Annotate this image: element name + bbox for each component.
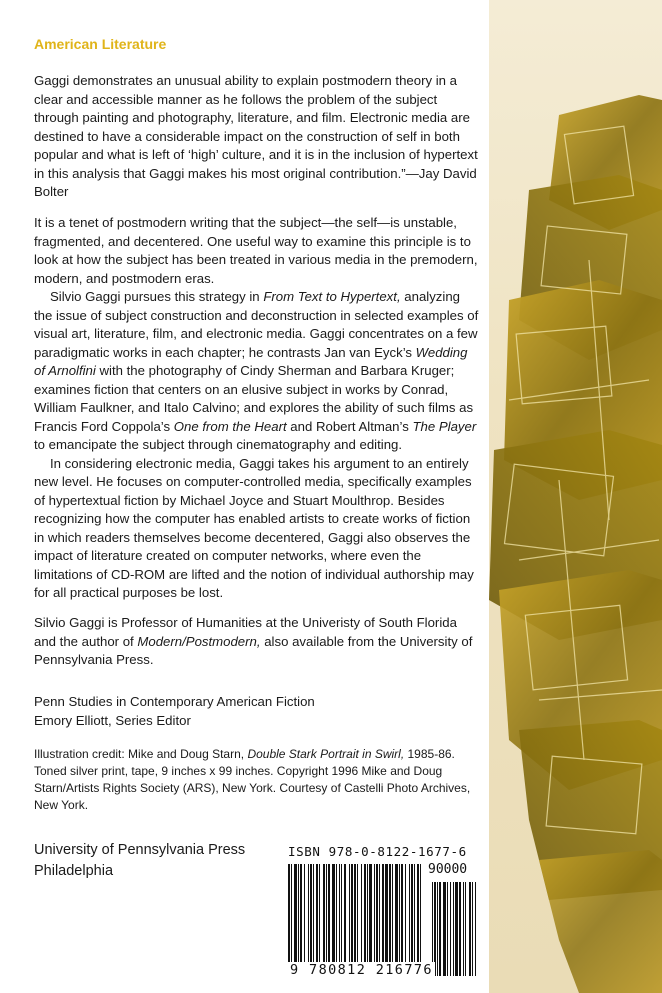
credit-text xyxy=(34,746,474,814)
text-run: and Robert Altman’s xyxy=(286,418,413,434)
barcode xyxy=(284,862,478,978)
text-run: Illustration credit: Mike and Doug Starn, xyxy=(34,747,248,761)
publisher-name: University of Pennsylvania Press xyxy=(34,842,246,858)
description-paragraph-2 xyxy=(34,288,479,455)
text-run: analyzing the issue of subject construction and deconstruction in selected examples of visual art, literature, film, and electronic media. Gaggi concentrates on a few paradigmatic works in each chapter; he contrasts Jan van Eyck’s xyxy=(34,289,479,360)
artwork-title: Wedding of Arnolfini xyxy=(34,344,468,378)
endorsement-quote xyxy=(34,72,479,202)
blurb-text: Gaggi demonstrates an unusual ability to explain postmodern theory in a clear and accessible manner as he follows the problem of the subject through painting and photography, literature, and film. Electronic media are destined to have a considerable impact on the construction of self in both popular and what is left of ‘high’ culture, and it is in the inclusion of hypertext in this analysis that Gaggi makes his most original contribution.”—Jay David Bolter xyxy=(34,73,478,199)
text-run: to emancipate the subject through cinematography and editing. xyxy=(34,437,403,452)
cover-artwork xyxy=(489,0,662,993)
artwork-title: Double Stark Portrait in Swirl, xyxy=(247,747,405,761)
book-description xyxy=(34,214,479,603)
series-info xyxy=(34,693,479,730)
publisher-city: Philadelphia xyxy=(34,863,114,879)
text-run: Silvio Gaggi is Professor of Humanities at the Univeristy of South Florida and the author of xyxy=(34,615,457,649)
bio-text xyxy=(34,614,479,670)
author-bio xyxy=(34,614,479,670)
description-paragraph-1: It is a tenet of postmodern writing that the subject—the self—is unstable, fragmented, and decentered. One useful way to examine this principle is to look at how the subject has been treated in various media in the premodern, modern, and postmodern eras. xyxy=(34,215,478,286)
publisher-imprint xyxy=(34,840,245,882)
text-run: with the photography of Cindy Sherman and Barbara Kruger; examines fiction that centers on an elusive subject in works by Conrad, William Faulkner, and Italo Calvino; and explores the ability of such films as Francis Ford Coppola’s xyxy=(34,363,474,434)
barcode-bars xyxy=(284,862,478,978)
book-title: From Text to Hypertext, xyxy=(263,289,401,304)
illustration-credit xyxy=(34,746,474,814)
description-paragraph-3: In considering electronic media, Gaggi takes his argument to an entirely new level. He focuses on computer-controlled media, specifically examples of hypertextual fiction by Michael Joyce and Stuart Moulthrop. Besides recognizing how the computer has enabled artists to create works of fiction in which readers themselves become decentered, Gaggi also observes the impact of literature created on computer networks, where even the limitations of CD-ROM are lifted and the notion of individual authorship may for all practical purposes be lost. xyxy=(34,455,474,600)
series-name: Penn Studies in Contemporary American Fiction xyxy=(34,694,315,709)
series-editor: Emory Elliott, Series Editor xyxy=(34,712,191,728)
barcode-ean-number: 9 780812 216776 xyxy=(290,962,433,978)
artwork-collage xyxy=(489,0,662,993)
book-title: Modern/Postmodern, xyxy=(137,633,261,649)
text-run: also available from the University of Pennsylvania Press. xyxy=(34,633,473,667)
text-run: Silvio Gaggi pursues this strategy in xyxy=(50,289,264,304)
text-run: 1985-86. Toned silver print, tape, 9 inches x 99 inches. Copyright 1996 Mike and Doug Starn/Artists Rights Society (ARS), New York. Courtesy of Castelli Photo Archives, New York. xyxy=(34,747,471,812)
barcode-addon-number: 90000 xyxy=(428,862,468,877)
category-label: American Literature xyxy=(34,36,167,52)
film-title: The Player xyxy=(412,418,477,434)
isbn-text: ISBN 978-0-8122-1677-6 xyxy=(288,844,467,859)
film-title: One from the Heart xyxy=(173,418,287,434)
